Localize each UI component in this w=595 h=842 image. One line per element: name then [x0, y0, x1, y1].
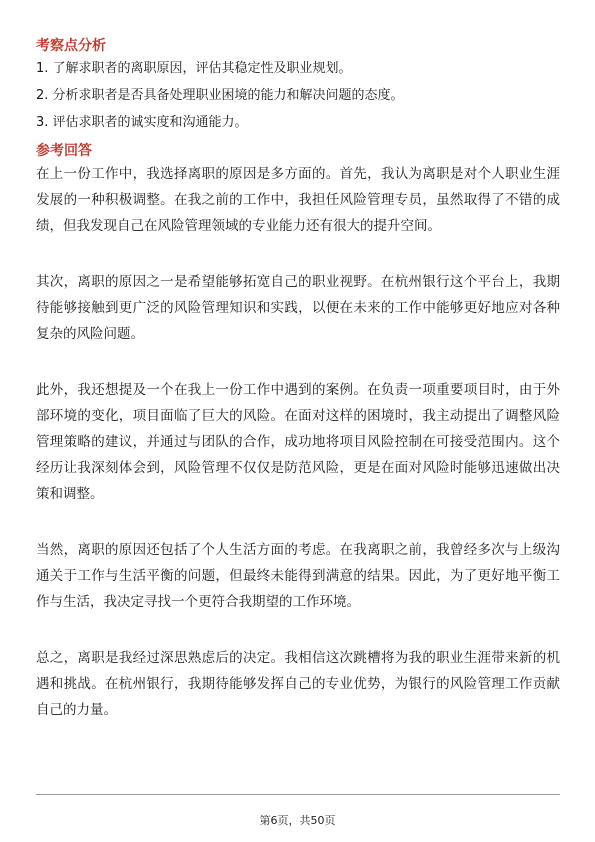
- answer-body: [36, 161, 560, 723]
- answer-paragraph: 在上一份工作中，我选择离职的原因是多方面的。首先，我认为离职是对个人职业生涯发展的一种积极调整。在我之前的工作中，我担任风险管理专员，虽然取得了不错的成绩，但我发现自己在风险管理领域的专业能力还有很大的提升空间。: [36, 166, 560, 234]
- page-content: [36, 36, 560, 723]
- answer-paragraph: 其次，离职的原因之一是希望能够拓宽自己的职业视野。在杭州银行这个平台上，我期待能够接触到更广泛的风险管理知识和实践，以便在未来的工作中能够更好地应对各种复杂的风险问题。: [36, 274, 560, 342]
- page-number: 第6页，共50页: [259, 814, 336, 827]
- answer-paragraph: 此外，我还想提及一个在我上一份工作中遇到的案例。在负责一项重要项目时，由于外部环境的变化，项目面临了巨大的风险。在面对这样的困境时，我主动提出了调整风险管理策略的建议，并通过与团队的合作，成功地将项目风险控制在可接受范围内。这个经历让我深刻体会到，风险管理不仅仅是防范风险，更是在面对风险时能够迅速做出决策和调整。: [36, 382, 560, 502]
- analysis-heading: 考察点分析: [36, 38, 106, 54]
- analysis-points-list: [36, 60, 560, 132]
- analysis-point: 3. 评估求职者的诚实度和沟通能力。: [36, 115, 248, 130]
- answer-paragraph: 当然，离职的原因还包括了个人生活方面的考虑。在我离职之前，我曾经多次与上级沟通关于工作与生活平衡的问题，但最终未能得到满意的结果。因此，为了更好地平衡工作与生活，我决定寻找一个更符合我期望的工作环境。: [36, 542, 560, 610]
- answer-paragraph: 总之，离职是我经过深思熟虑后的决定。我相信这次跳槽将为我的职业生涯带来新的机遇和挑战。在杭州银行，我期待能够发挥自己的专业优势，为银行的风险管理工作贡献自己的力量。: [36, 650, 560, 718]
- analysis-point: 1. 了解求职者的离职原因，评估其稳定性及职业规划。: [36, 61, 352, 76]
- footer-divider: [36, 794, 560, 795]
- analysis-point: 2. 分析求职者是否具备处理职业困境的能力和解决问题的态度。: [36, 88, 404, 103]
- answer-heading: 参考回答: [36, 143, 92, 159]
